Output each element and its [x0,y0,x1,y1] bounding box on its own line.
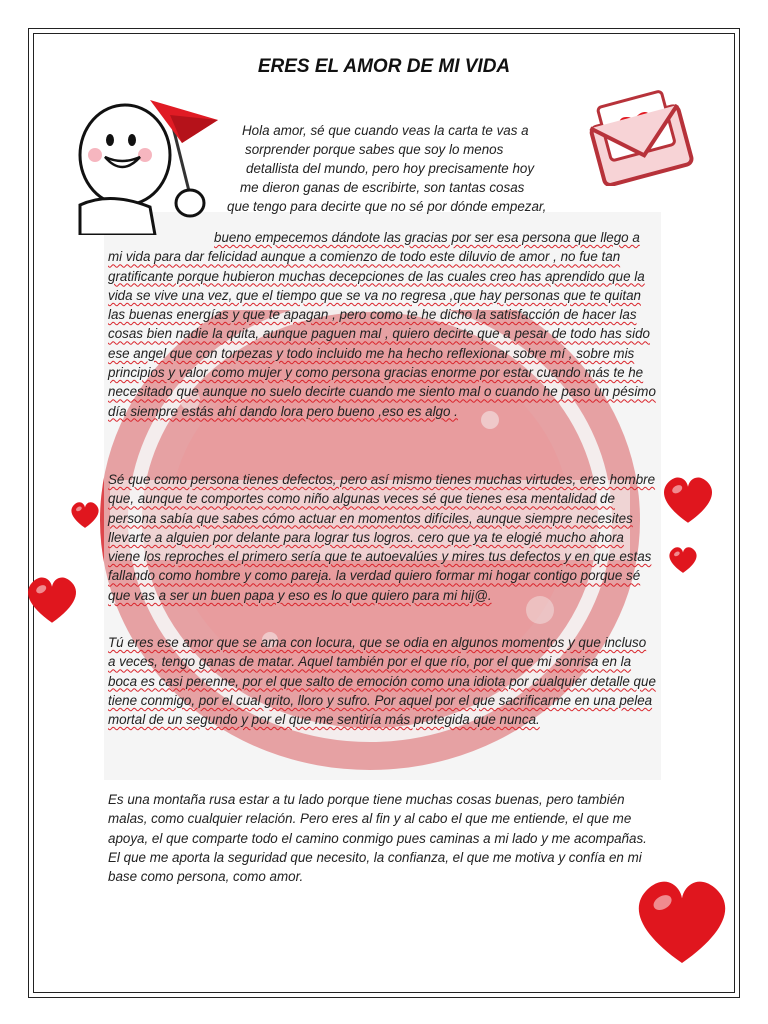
paragraph-text: Es una montaña rusa estar a tu lado porque tiene muchas cosas buenas, pero también malas, como cualquier relación. Pero eres al fin y al cabo el que me entiende, el que me apoya, el que comparte todo el camino conmigo pues caminas a mi lado y me acompañas. El que me aporta la seguridad que necesito, la confianza, el que me motiva y confía en mi base como persona, como amor. [108,792,647,885]
paragraph [108,470,656,605]
intro-line: que tengo para decirte que no sé por dónde empezar, [227,199,547,214]
paragraph-text: bueno empecemos dándote las gracias por ser esa persona que llego a mi vida para dar felicidad aunque a comienzo de todo este diluvio de amor , no fue tan gratificante porque hubieron muchas decepciones de las cuales creo has aprendido que la vida se vive una vez, que el tiempo que se va no regresa ,que hay personas que te quitan las buenas energías y que te apagan , pero como te he dicho la satisfacción de hacer las cosas bien nadie la quita, aunque paguen mal , quiero decirte que a pesar de todo has sido ese angel que con torpezas y todo incluido me ha hecho reflexionar sobre mí , sobre mis principios y valor como mujer y como persona gracias enorme por estar cuando más te he necesitado que aunque no suelo decirte cuando me siento mal o cuando he paso un pésimo día siempre estás ahí dando lora pero bueno ,eso es algo . [108,230,656,419]
heart-icon [658,470,718,530]
paragraph [108,228,656,421]
intro-line: detallista del mundo, pero hoy precisamente hoy [246,161,535,176]
intro-line: Hola amor, sé que cuando veas la carta te vas a [242,123,529,138]
intro-line: sorprender porque sabes que soy lo menos [245,142,504,157]
heart-icon [666,543,700,577]
intro-text [215,121,585,216]
heart-icon [628,868,736,976]
intro-line: me dieron ganas de escribirte, son tantas cosas [240,180,525,195]
heart-icon [68,498,102,532]
love-envelope-icon [584,86,694,186]
smiley-character-sticker-icon [70,95,230,235]
paragraph-text: Sé que como persona tienes defectos, pero así mismo tienes muchas virtudes, eres hombre que, aunque te comportes como niño algunas veces sé que tienes esa mentalidad de persona sabía que sabes cómo actuar en momentos difíciles, aunque siempre necesites llevarte a alguien por delante para lograr tus logros. cero que ya te elogié mucho ahora viene los reproches el primero sería que te autoevalúes y mires tus defectos y en que estas fallando como hombre y como pareja. la verdad quiero formar mi hogar contigo porque sé que vas a ser un buen papa y eso es lo que quiero para mi hij@. [108,472,656,603]
letter-title: ERES EL AMOR DE MI VIDA [257,56,511,77]
paragraph [108,633,656,729]
paragraph [108,790,656,886]
paragraph-text: Tú eres ese amor que se ama con locura, que se odia en algunos momentos y que incluso a veces, tengo ganas de matar. Aquel también por el que río, por el que mi sonrisa en la boca es casi perenne, por el que salto de emoción como una idiota por cualquier detalle que tiene conmigo, por el cual grito, lloro y sufro. Por aquel por el que sacrificarme en una pelea mortal de un segundo y por el que me sentiría más protegida que nunca. [108,635,656,728]
heart-icon [22,570,82,630]
